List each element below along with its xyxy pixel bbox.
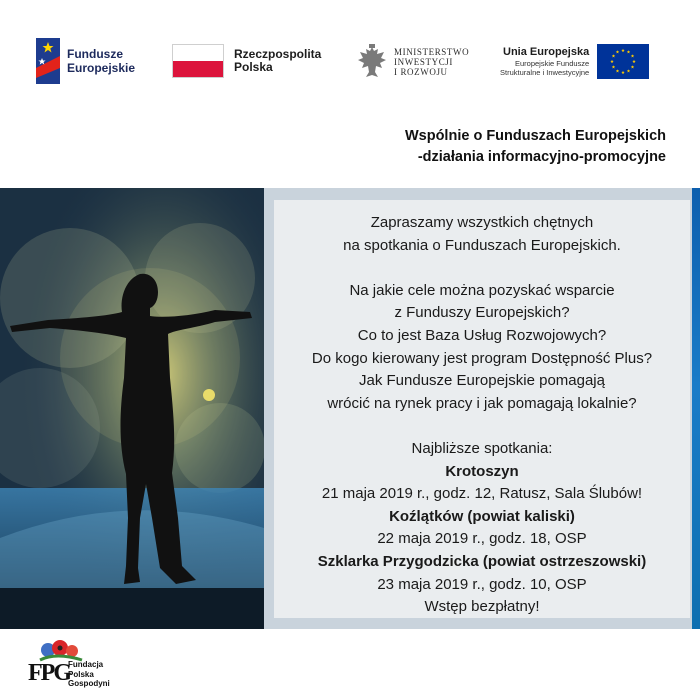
content-band bbox=[0, 188, 700, 629]
question1-line1: Na jakie cele można pozyskać wsparcie bbox=[349, 281, 615, 299]
unia-title: Unia Europejska bbox=[503, 46, 590, 58]
fundusze-europejskie-logo-icon bbox=[36, 38, 60, 84]
question4-line2: wrócić na rynek pracy i jak pomagają lokalnie? bbox=[327, 394, 637, 412]
blue-strip bbox=[692, 188, 700, 629]
meeting-details: 22 maja 2019 r., godz. 18, OSP bbox=[377, 530, 587, 548]
meeting-place: Koźlątków (powiat kaliski) bbox=[389, 507, 575, 525]
heading-line2: -działania informacyjno-promocyjne bbox=[417, 149, 666, 165]
page-heading bbox=[405, 126, 666, 168]
info-panel bbox=[274, 200, 690, 618]
fundusze-line1: Fundusze bbox=[67, 47, 123, 61]
rzeczpospolita-line1: Rzeczpospolita bbox=[234, 47, 322, 61]
rzeczpospolita-line2: Polska bbox=[234, 60, 273, 74]
rzeczpospolita-text bbox=[234, 48, 321, 74]
meeting-details: 21 maja 2019 r., godz. 12, Ratusz, Sala Ślubów! bbox=[321, 485, 643, 503]
unia-europejska-logo bbox=[500, 44, 649, 79]
question1-line2: z Funduszy Europejskich? bbox=[394, 304, 570, 322]
logo-bar bbox=[0, 0, 700, 110]
ministerstwo-line1: MINISTERSTWO bbox=[394, 47, 470, 57]
fundusze-line2: Europejskie bbox=[67, 61, 136, 75]
ministerstwo-line2: INWESTYCJI bbox=[394, 57, 453, 67]
fpg-mark: FPG bbox=[28, 660, 70, 686]
meeting-details: 23 maja 2019 r., godz. 10, OSP bbox=[377, 575, 587, 593]
intro-line2: na spotkania o Funduszach Europejskich. bbox=[343, 236, 621, 254]
question3: Do kogo kierowany jest program Dostępność Plus? bbox=[311, 349, 653, 367]
heading-line1: Wspólnie o Funduszach Europejskich bbox=[404, 128, 666, 144]
fpg-name-line3: Gospodyni bbox=[68, 679, 110, 688]
fpg-name-line1: Fundacja bbox=[68, 660, 104, 669]
meeting-place: Szklarka Przygodzicka (powiat ostrzeszowski) bbox=[317, 552, 647, 570]
fundusze-europejskie-logo bbox=[36, 38, 135, 84]
white-eagle-emblem-icon bbox=[356, 44, 388, 80]
unia-sub2: Strukturalne i Inwestycyjne bbox=[500, 68, 590, 77]
info-panel-text bbox=[274, 212, 690, 619]
rzeczpospolita-logo bbox=[172, 44, 321, 78]
fpg-name bbox=[68, 660, 110, 689]
closing-line: Wstęp bezpłatny! bbox=[424, 598, 540, 616]
meetings-label: Najbliższe spotkania: bbox=[411, 439, 553, 457]
fundacja-polska-gospodyni-logo bbox=[26, 638, 126, 694]
unia-europejska-text bbox=[500, 46, 589, 77]
polish-flag-icon bbox=[172, 44, 224, 78]
ministerstwo-line3: I ROZWOJU bbox=[394, 67, 448, 77]
unia-sub1: Europejskie Fundusze bbox=[515, 59, 590, 68]
ministerstwo-text bbox=[394, 47, 469, 77]
fundusze-europejskie-text bbox=[67, 47, 135, 75]
silhouette-photo bbox=[0, 188, 264, 629]
ministerstwo-logo bbox=[356, 44, 469, 80]
fpg-name-line2: Polska bbox=[68, 669, 94, 679]
meeting-place: Krotoszyn bbox=[445, 462, 519, 480]
question2: Co to jest Baza Usług Rozwojowych? bbox=[357, 326, 607, 344]
intro-line1: Zapraszamy wszystkich chętnych bbox=[370, 214, 594, 231]
eu-flag-icon bbox=[597, 44, 649, 79]
question4-line1: Jak Fundusze Europejskie pomagają bbox=[359, 372, 605, 390]
